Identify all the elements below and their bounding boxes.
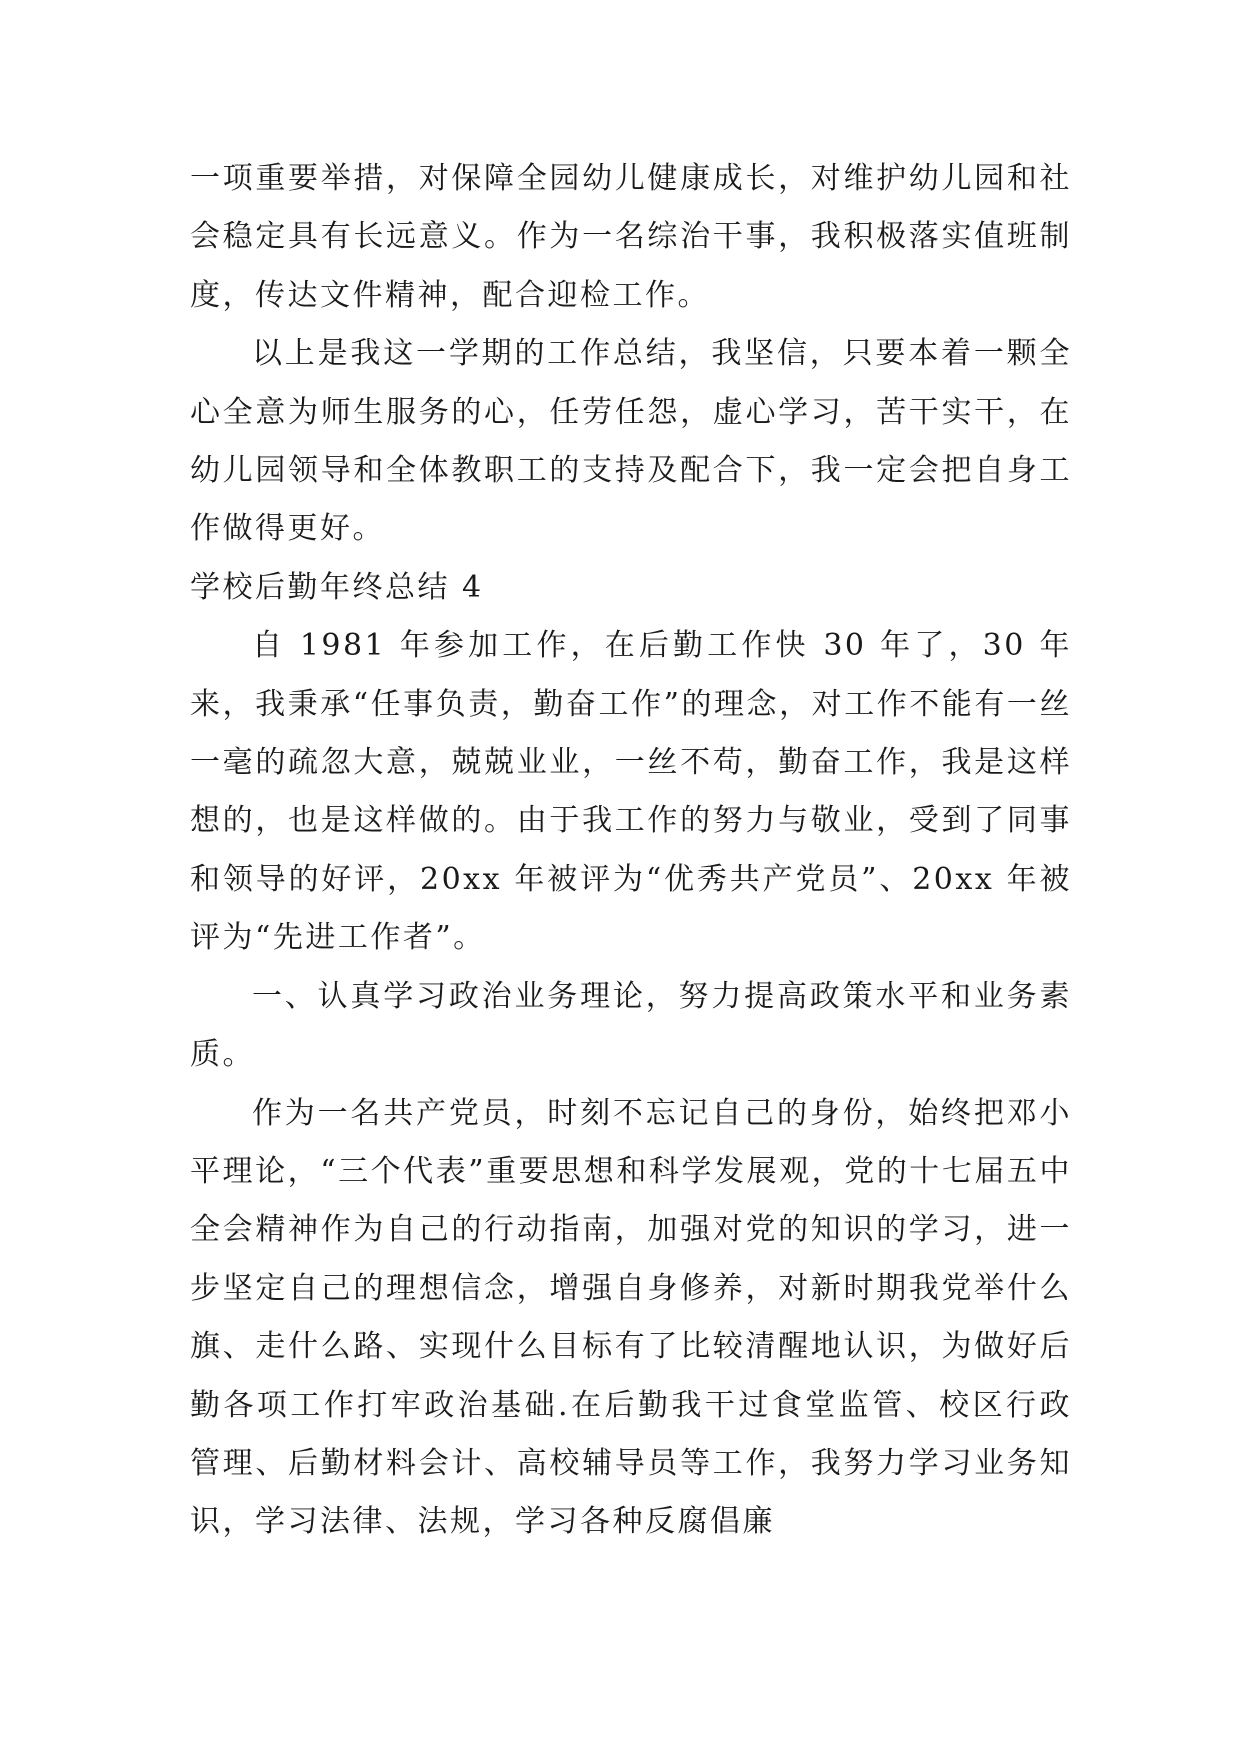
section-heading: 学校后勤年终总结 4 [190, 569, 484, 605]
paragraph-4: 一、认真学习政治业务理论，努力提高政策水平和业务素质。 [190, 978, 1072, 1073]
paragraph-5: 作为一名共产党员，时刻不忘记自己的身份，始终把邓小平理论，“三个代表”重要思想和科学发展观，党的十七届五中全会精神作为自己的行动指南，加强对党的知识的学习，进一步坚定自己的理想信念，增强自身修养，对新时期我党举什么旗、走什么路、实现什么目标有了比较清醒地认识，为做好后勤各项工作打牢政治基础.在后勤我干过食堂监管、校区行政管理、后勤材料会计、高校辅导员等工作，我努力学习业务知识，学习法律、法规，学习各种反腐倡廉 [190, 1095, 1072, 1540]
paragraph-3: 自 1981 年参加工作，在后勤工作快 30 年了，30 年来，我秉承“任事负责，勤奋工作”的理念，对工作不能有一丝一毫的疏忽大意，兢兢业业，一丝不苟，勤奋工作，我是这样想的，也是这样做的。由于我工作的努力与敬业，受到了同事和领导的好评，20xx 年被评为“优秀共产党员”、20xx 年被评为“先进工作者”。 [190, 628, 1072, 956]
paragraph-1: 一项重要举措，对保障全园幼儿健康成长，对维护幼儿园和社会稳定具有长远意义。作为一名综治干事，我积极落实值班制度，传达文件精神，配合迎检工作。 [190, 161, 1072, 313]
paragraph-2: 以上是我这一学期的工作总结，我坚信，只要本着一颗全心全意为师生服务的心，任劳任怨，虚心学习，苦干实干，在幼儿园领导和全体教职工的支持及配合下，我一定会把自身工作做得更好。 [190, 336, 1072, 547]
document-body [190, 150, 1072, 1552]
